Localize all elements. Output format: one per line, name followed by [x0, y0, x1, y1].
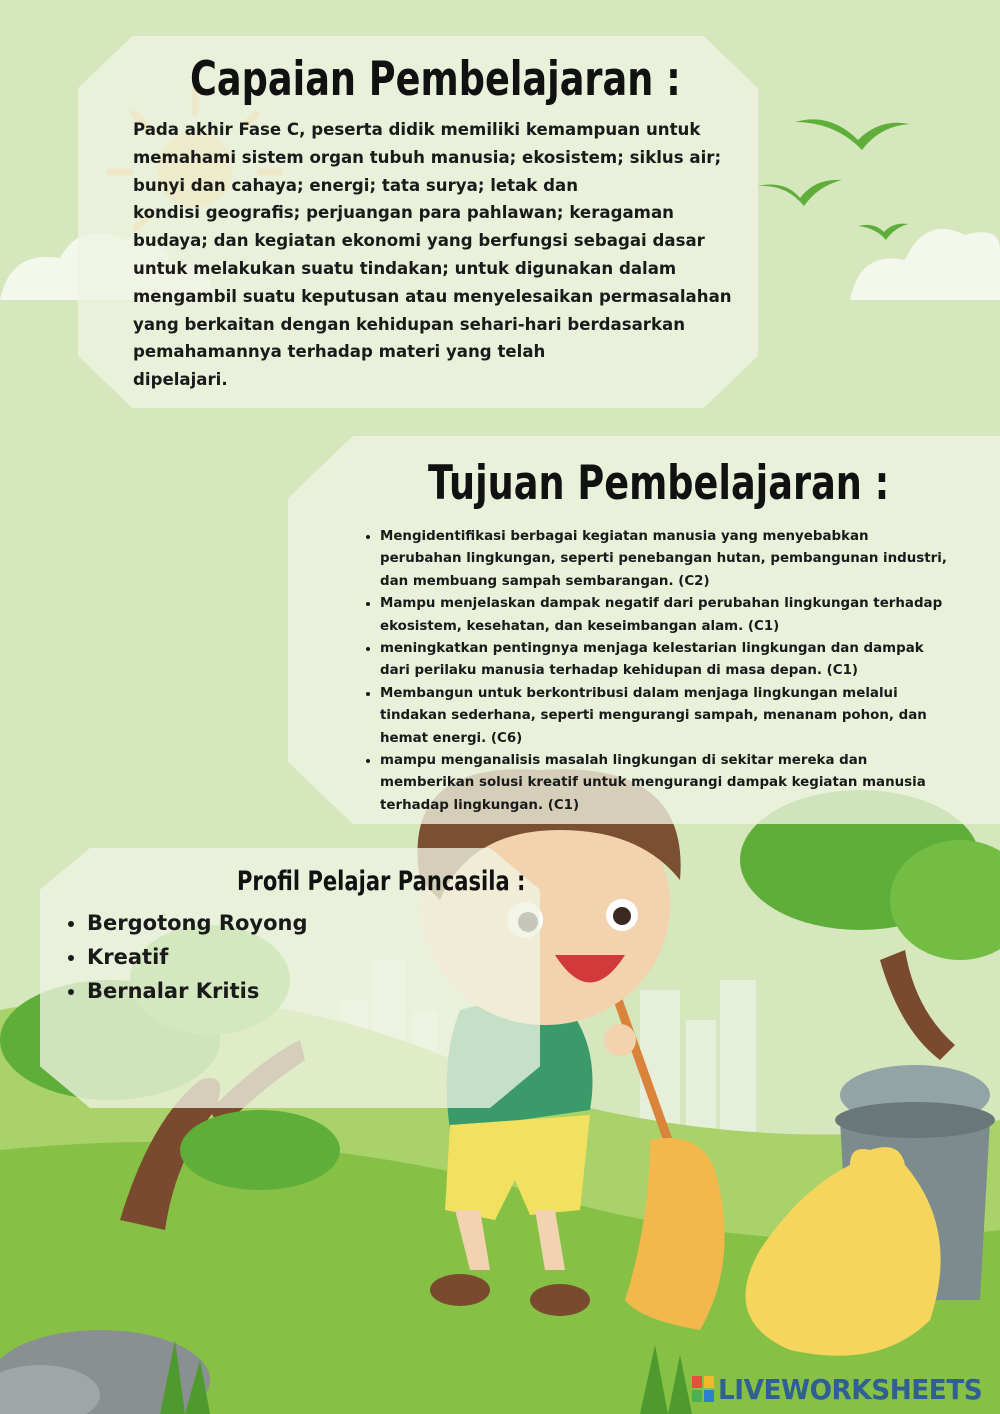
capaian-line: kondisi geografis; perjuangan para pahlawan; keragaman — [133, 203, 674, 223]
capaian-line: dipelajari. — [133, 370, 228, 390]
profil-list — [60, 906, 308, 1008]
tujuan-item: • Membangun untuk berkontribusi dalam menjaga lingkungan melalui tindakan sederhana, seperti mengurangi sampah, menanam pohon, dan hemat energi. (C6) — [380, 683, 950, 750]
tujuan-title: Tujuan Pembelajaran : — [428, 456, 890, 511]
capaian-line: pemahamannya terhadap materi yang telah — [133, 342, 546, 362]
capaian-title: Capaian Pembelajaran : — [190, 52, 681, 107]
liveworksheets-wordmark: LIVEWORKSHEETS — [718, 1372, 983, 1406]
profil-item: • Bernalar Kritis — [87, 974, 308, 1008]
profil-title: Profil Pelajar Pancasila : — [237, 866, 526, 897]
liveworksheets-logo-icon — [692, 1376, 714, 1402]
capaian-line: bunyi dan cahaya; energi; tata surya; letak dan — [133, 175, 579, 195]
profil-item: • Bergotong Royong — [87, 906, 308, 940]
capaian-text — [133, 116, 739, 394]
capaian-line: budaya; dan kegiatan ekonomi yang berfungsi sebagai dasar — [133, 231, 705, 251]
capaian-line: untuk melakukan suatu tindakan; untuk digunakan dalam — [133, 258, 677, 278]
tujuan-item: • meningkatkan pentingnya menjaga kelestarian lingkungan dan dampak dari perilaku manusia terhadap kehidupan di masa depan. (C1) — [380, 638, 950, 683]
capaian-line: Pada akhir Fase C, peserta didik memiliki kemampuan untuk — [133, 120, 701, 139]
profil-item: • Kreatif — [87, 940, 308, 974]
tujuan-item: • Mengidentifikasi berbagai kegiatan manusia yang menyebabkan perubahan lingkungan, seperti penebangan hutan, pembangunan industri, dan membuang sampah sembarangan. (C2) — [380, 526, 950, 593]
capaian-line: memahami sistem organ tubuh manusia; ekosistem; siklus air; — [133, 147, 722, 167]
capaian-line: yang berkaitan dengan kehidupan sehari-hari berdasarkan — [133, 314, 686, 334]
liveworksheets-logo — [692, 1372, 999, 1406]
tujuan-item: • Mampu menjelaskan dampak negatif dari perubahan lingkungan terhadap ekosistem, kesehatan, dan keseimbangan alam. (C1) — [380, 593, 950, 638]
tujuan-item: • mampu menganalisis masalah lingkungan di sekitar mereka dan memberikan solusi kreatif untuk mengurangi dampak kegiatan manusia terhadap lingkungan. (C1) — [380, 750, 950, 817]
capaian-line: mengambil suatu keputusan atau menyelesaikan permasalahan — [133, 286, 732, 306]
tujuan-list — [362, 526, 950, 817]
